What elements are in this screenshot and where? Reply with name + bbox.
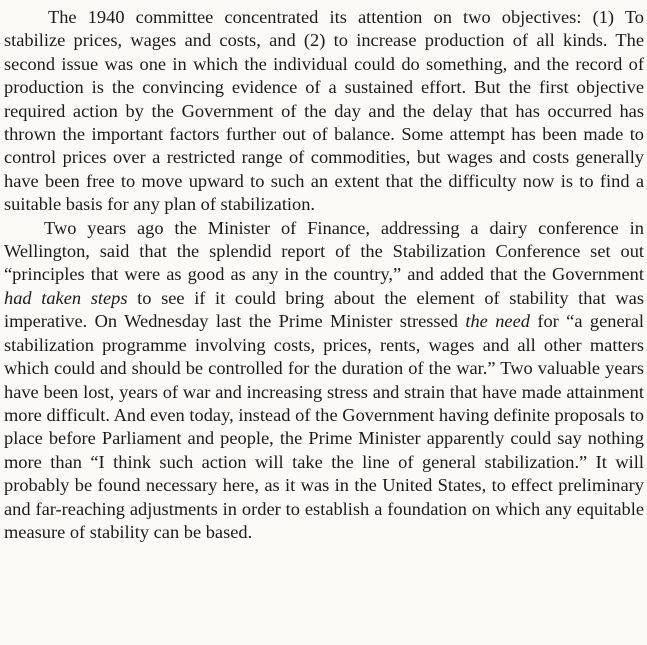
paragraph-text-segment: to see if it could bring about the element of stability that was imperative. On Wednesday last the Prime Minister stressed xyxy=(4,287,645,332)
paragraph-minister-statements xyxy=(4,217,644,545)
editorial-article xyxy=(4,6,644,544)
paragraph-text-segment: for “a general stabilization programme involving costs, prices, rents, wages and all other matters which could and should be controlled for the duration of the war.” Two valuable years have been lost, years of war and increasing stress and strain that have made attainment more difficult. And even today, instead of the Government having definite proposals to place before Parliament and people, the Prime Minister apparently could say nothing more than “I think such action will take the line of general stabilization.” It will probably be found necessary here, as it was in the United States, to effect preliminary and far-reaching adjustments in order to establish a foundation on which any equitable measure of stability can be based. xyxy=(4,311,645,542)
paragraph-stabilization-objectives: The 1940 committee concentrated its attention on two objectives: (1) To stabilize prices, wages and costs, and (2) to increase production of all kinds. The second issue was one in which the individual could do something, and the record of production is the convincing evidence of a sustained effort. But the first objective required action by the Government of the day and the delay that has occurred has thrown the important factors further out of balance. Some attempt has been made to control prices over a restricted range of commodities, but wages and costs generally have been free to move upward to such an extent that the difficulty now is to find a suitable basis for any plan of stabilization. xyxy=(4,7,644,215)
paragraph-text-segment: Two years ago the Minister of Finance, addressing a dairy conference in Wellington, said that the splendid report of the Stabilization Conference set out “principles that were as good as any in the country,” and added that the Government xyxy=(4,217,644,285)
italic-emphasis: had taken steps xyxy=(4,287,128,308)
italic-emphasis: the need xyxy=(465,311,530,332)
